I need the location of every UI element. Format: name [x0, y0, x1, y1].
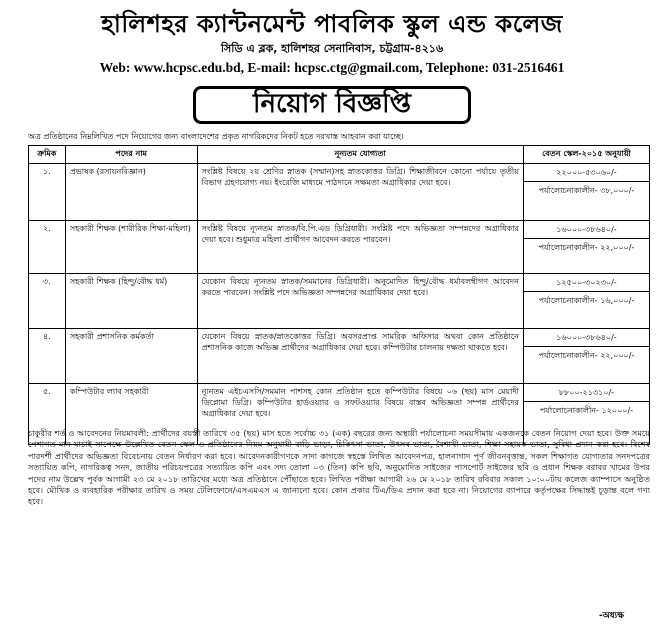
pay-scale: ২২০০০-৫৩০৬০/-: [524, 164, 649, 182]
notice-intro: অত্র প্রতিষ্ঠানের নিম্নলিখিত পদে নিয়োগের জন্য বাংলাদেশের প্রকৃত নাগরিকদের নিকট হতে দরখাস্ত আহবান করা যাচ্ছে।: [28, 132, 404, 141]
row-post: সহকারী শিক্ষক (শারীরিক শিক্ষা-মহিলা): [65, 221, 197, 274]
row-serial: ২.: [29, 221, 66, 274]
signature: -অধ্যক্ষ: [598, 611, 624, 621]
pay-alternate: পর্যালোচনাকালীন- ২২,০০০/-: [538, 351, 635, 360]
row-qualification: সংশ্লিষ্ট বিষয়ে ন্যূনতম স্নাতক/বি.পি.এড ডিগ্রিধারী। সংশ্লিষ্ট পদে অভিজ্ঞতা সম্পন্নদের অগ্রাধিকার দেয়া হবে। শুধুমাত্র মহিলা প্রার্থীগণ আবেদন করতে পারবেন।: [197, 221, 523, 274]
header-pay: বেতন স্কেল-২০১৫ অনুযায়ী: [523, 146, 649, 164]
job-table: [28, 145, 650, 445]
header-qualification: নূন্যতম যোগ্যতা: [197, 146, 523, 164]
row-post: সহকারী শিক্ষক (হিন্দু/বৌদ্ধ ধর্ম): [65, 274, 197, 329]
institution-name: হালিশহর ক্যান্টনমেন্ট পাবলিক স্কুল এন্ড কলেজ: [101, 9, 563, 38]
row-serial: ৪.: [29, 329, 66, 384]
table-header-row: [29, 146, 650, 164]
table-row: [29, 164, 650, 221]
row-qualification: ন্যূনতম এইচএসসি/সমমান পাশসহ কোন প্রতিষ্ঠান হতে কম্পিউটার বিষয়ে ০৬ (ছয়) মাস মেয়াদী ডিপ্লোমা ডিগ্রি। কম্পিউটার হার্ডওয়্যার ও সফটওয়্যার বিষয়ে বাস্তব অভিজ্ঞতা সম্পন্ন প্রার্থীদের অগ্রাধিকার দেয়া হবে।: [197, 384, 523, 445]
pay-alternate: পর্যালোচনাকালীন- ২২,০০০/-: [538, 243, 635, 252]
institution-address: সিডি এ ব্লক, হালিশহর সেনানিবাস, চট্টগ্রাম-৪২১৬: [220, 42, 444, 55]
pay-scale: ১৬০০০-৩৮৬৪০/-: [524, 329, 649, 347]
row-serial: ৫.: [29, 384, 66, 445]
terms-paragraph: চাকুরীর শর্ত ও আবেদনের নিয়মাবলী: প্রার্থীদের বয়স্তী তারিখে ৩৫ (ছয়) মাস হতে সর্বোচ্চ ৩১ (এক) বছরের জন্য অস্থায়ী পর্যালোচনা সময়সীমায় একজনকে বেতন নিয়োগ দেয়া হবে। উক্ত সময়ে পেশাগত মান যাচাই সাপেক্ষে উল্লেখিত বেতন স্কেল ও প্রতিষ্ঠানের নিয়ম অনুযায়ী বাড়ি ভাড়া, চিকিৎসা ভাতা, উৎসব ভাতা, বৈশাখী ভাতা, শিক্ষা সহায়ক ভাতা, সুবিধা প্রদান করা হবে। বিশেষ পারদর্শী প্রার্থীদের অভিজ্ঞতা বিবেচনায় বেতন নির্ধারণ করা হবে। আবেদনকারীগণকে সাদা কাগজে স্বহস্তে লিখিত আবেদনপত্র, হালনাগাদ পূর্ণ জীবনবৃত্তান্ত, সকল শিক্ষাগত যোগ্যতার সনদপত্রের সত্যায়িত কপি, নাগরিকত্ব সনদ, জাতীয় পরিচয়পত্রের সত্যায়িত কপি এবং সদ্য তোলা ০৩ (তিন) কপি ছবি, অনুমোদিত সাইজের পাসপোর্ট সাইজের ছবি ও প্রধান শিক্ষক বরাবর খামের উপর পদের নাম উল্লেখ পূর্বক আগামী ২৩ মে ২০১৮ তারিখের মধ্যে অত্র প্রতিষ্ঠানে পৌঁছাতে হবে। লিখিত পরীক্ষা আগামী ২৬ মে ২০১৮ তারিখ রবিবার সকাল ১০:০০টায় কলেজ ক্যাম্পাসে অনুষ্ঠিত হবে। মৌখিক ও ব্যবহারিক পরীক্ষার তারিখ ও সময় টেলিফোনে/এসএমএস এ জানানো হবে। কোন প্রকার টিএ/ডিএ প্রদান করা হবে না। নিয়োগের ব্যাপারে কর্তৃপক্ষের সিদ্ধান্তই চূড়ান্ত বলে গণ্য হবে।: [28, 428, 650, 507]
pay-alternate: পর্যালোচনাকালীন- ১৬,০০০/-: [538, 296, 635, 305]
row-post: সহকারী প্রশাসনিক কর্মকর্তা: [65, 329, 197, 384]
row-pay: [523, 221, 649, 274]
pay-scale: ১২৫০০-৩০২৩০/-: [524, 274, 649, 292]
row-post: কম্পিউটার ল্যাব সহকারী: [65, 384, 197, 445]
row-post: প্রভাষক (রসায়নবিজ্ঞান): [65, 164, 197, 221]
table-row: [29, 274, 650, 329]
row-qualification: সংশ্লিষ্ট বিষয়ে ২য় শ্রেণির স্নাতক (সম্মান)সহ স্নাতকোত্তর ডিগ্রি। শিক্ষাজীবনে কোনো পর্যায়ে তৃতীয় বিভাগ গ্রহণযোগ্য নয়। ইংরেজি মাধ্যমে পাঠদানে সক্ষমতা অগ্রাধিকার দেয়া হবে।: [197, 164, 523, 221]
pay-scale: ৮৮০০-২১৩১০/-: [524, 384, 649, 402]
row-pay: [523, 274, 649, 329]
row-serial: ৩.: [29, 274, 66, 329]
row-pay: [523, 329, 649, 384]
header-serial: ক্রমিক: [29, 146, 66, 164]
row-qualification: যেকোন বিষয়ে স্নাতক/স্নাতকোত্তর ডিগ্রি। অবসরপ্রাপ্ত সামরিক অফিসার অথবা কোন প্রতিষ্ঠানে প্রশাসনিক কাজে অভিজ্ঞ প্রার্থীদের অগ্রাধিকার দেয়া হবে। কম্পিউটার চালনায় দক্ষতা থাকতে হবে।: [197, 329, 523, 384]
row-qualification: যেকোন বিষয়ে ন্যূনতম স্নাতক/সমমানের ডিগ্রিধারী। অনুমোদিত হিন্দু/বৌদ্ধ ধর্মাবলম্বীগণ আবেদন করতে পারবেন। সংশ্লিষ্ট পদে অভিজ্ঞতা সম্পন্নদের অগ্রাধিকার দেয়া হবে।: [197, 274, 523, 329]
pay-scale: ১৬০০০-৩৮৬৪০/-: [524, 221, 649, 239]
table-row: [29, 329, 650, 384]
pay-alternate: পর্যালোচনাকালীন- ৩৮,০০০/-: [538, 186, 635, 195]
notice-title-box: [193, 86, 471, 124]
contact-line: Web: www.hcpsc.edu.bd, E-mail: hcpsc.ctg@gmail.com, Telephone: 031-2516461: [99, 60, 565, 75]
row-serial: ১.: [29, 164, 66, 221]
table-row: [29, 221, 650, 274]
row-pay: [523, 164, 649, 221]
notice-title: নিয়োগ বিজ্ঞপ্তি: [253, 89, 411, 119]
pay-alternate: পর্যালোচনাকালীন- ১২০০০/-: [539, 406, 634, 415]
header-post: পদের নাম: [65, 146, 197, 164]
